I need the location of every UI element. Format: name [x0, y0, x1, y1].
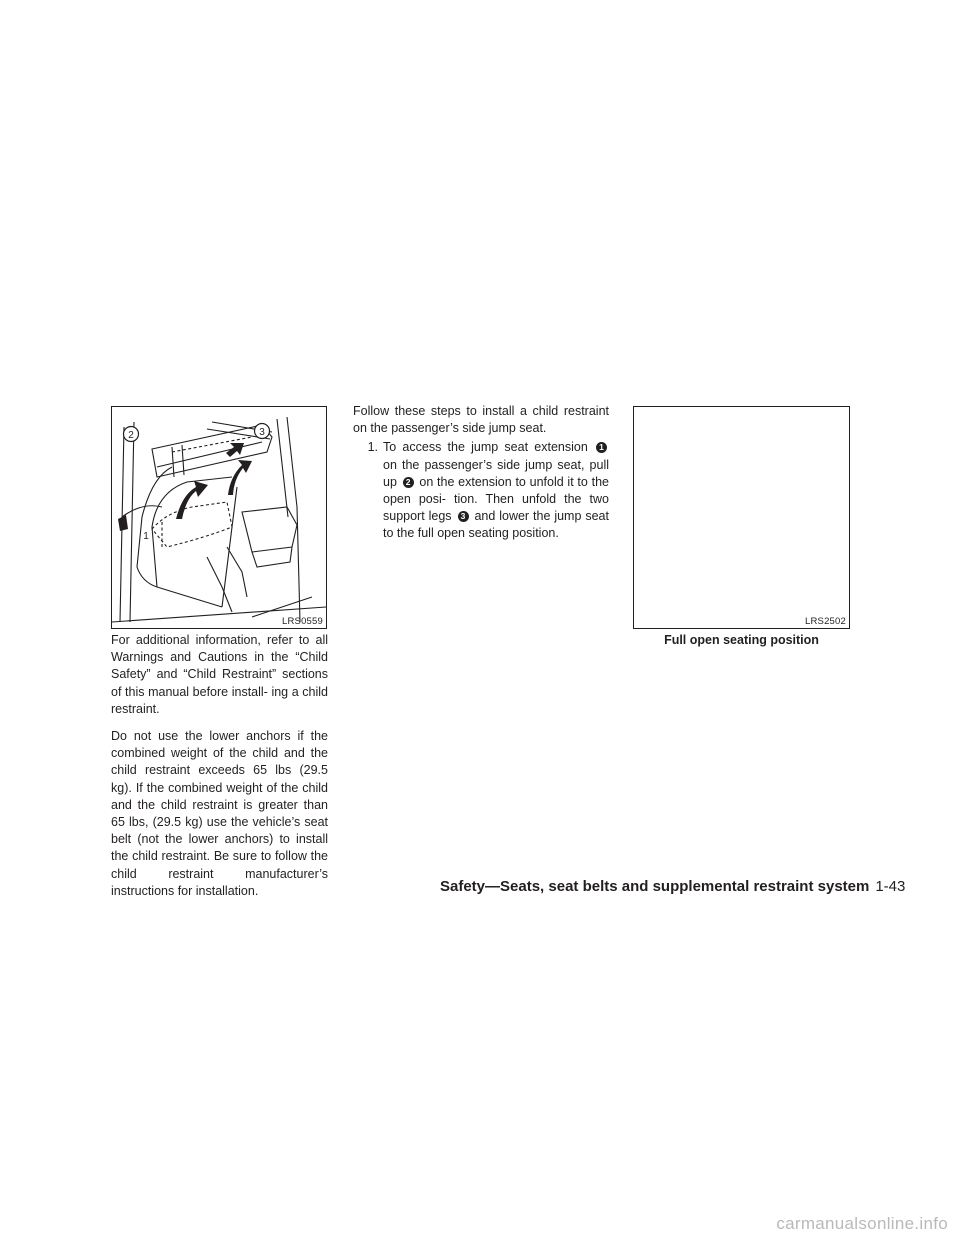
- callout-3-label: 3: [259, 427, 265, 438]
- step-item: [353, 439, 609, 542]
- intro-paragraph: Follow these steps to install a child restraint on the passenger’s side jump seat.: [353, 404, 609, 436]
- step-text-part: and lower the jump seat to the full open seating position.: [383, 509, 609, 541]
- figure-caption: Full open seating position: [664, 633, 819, 647]
- full-open-seating-figure: [633, 406, 850, 629]
- callout-3-icon: 3: [458, 511, 469, 522]
- page-footer: [440, 878, 906, 895]
- watermark: carmanualsonline.info: [776, 1214, 948, 1233]
- figure-code: LRS2502: [804, 616, 846, 627]
- step-text-part: on the extension to unfold it to the open posi- tion. Then unfold the two support legs: [383, 474, 609, 524]
- figure-code: LRS0559: [281, 616, 323, 627]
- callout-1-label: 1: [143, 531, 149, 542]
- callout-1-icon: 1: [596, 442, 607, 453]
- middle-text-column: [353, 403, 609, 543]
- left-text-column: [111, 632, 328, 910]
- seat-illustration-figure: [111, 406, 327, 629]
- paragraph: Do not use the lower anchors if the combined weight of the child and the child restraint exceeds 65 lbs (29.5 kg). If the combined weight of the child and the child restraint is greater than 65 lbs, (29.5 kg) use the vehicle’s seat belt (not the lower anchors) to install the child restraint. Be sure to follow the child restraint manufacturer’s instructions for installation.: [111, 729, 328, 898]
- jump-seat-illustration: [112, 407, 326, 628]
- step-number: 1.: [367, 440, 378, 455]
- step-text-part: on the passenger’s side jump seat, pull up: [383, 457, 609, 489]
- page-number: 1-43: [875, 878, 906, 895]
- callout-2-label: 2: [128, 430, 134, 441]
- step-text-part: To access the jump seat extension: [383, 440, 588, 455]
- step-text: [383, 439, 609, 542]
- section-title: Safety—Seats, seat belts and supplemental restraint system: [440, 878, 870, 895]
- paragraph: For additional information, refer to all Warnings and Cautions in the “Child Safety” and “Child Restraint” sections of this manual before install- ing a child restraint.: [111, 633, 328, 716]
- callout-2-icon: 2: [403, 477, 414, 488]
